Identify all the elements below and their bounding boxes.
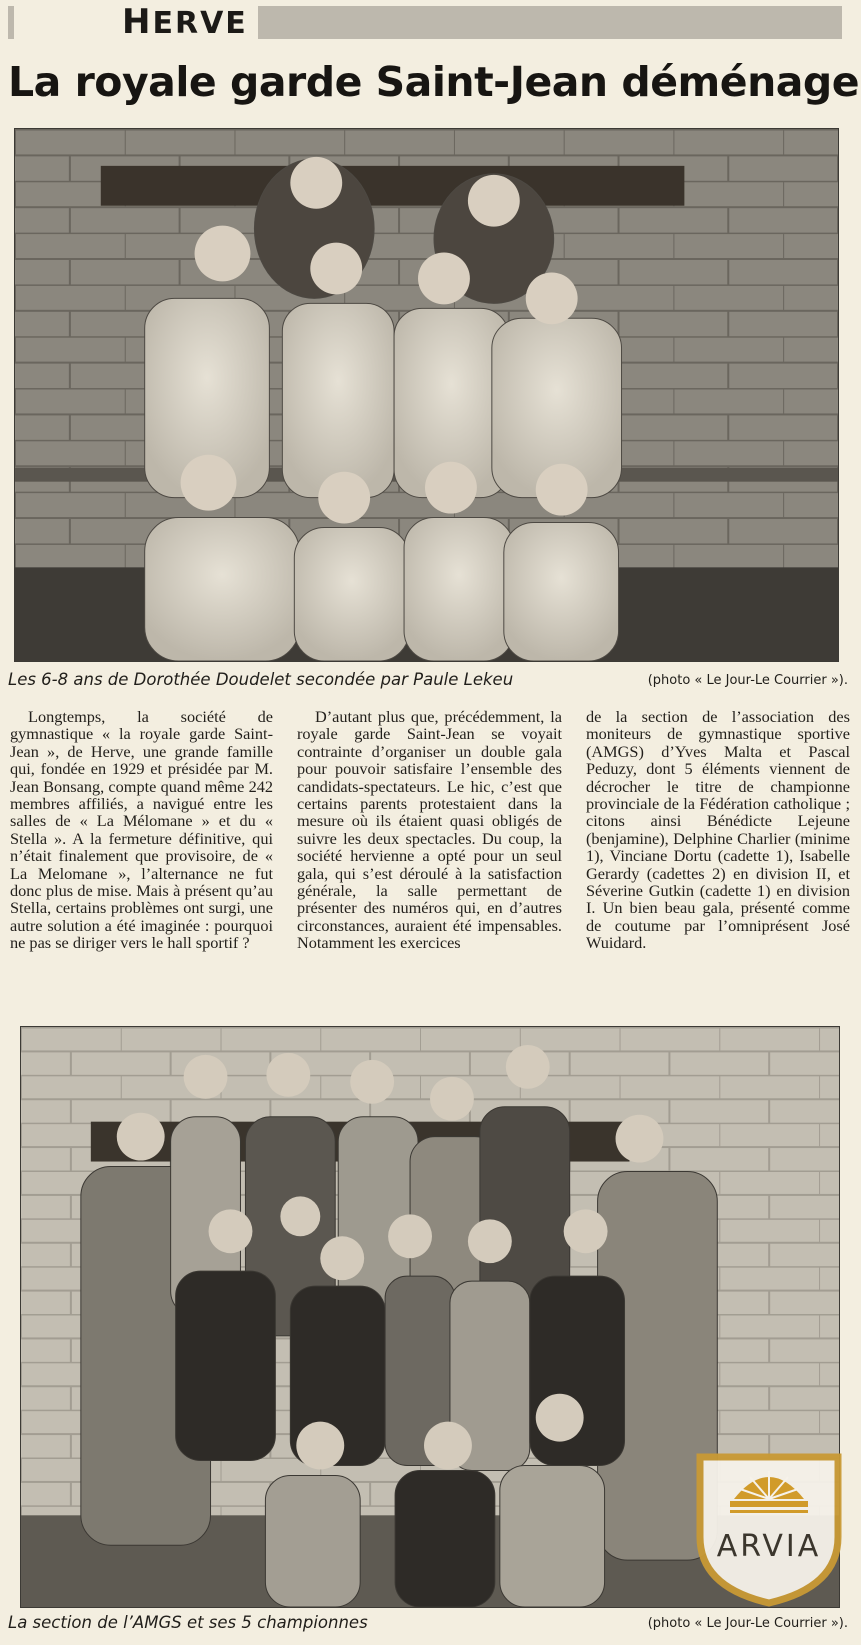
watermark-label: ARVIA	[716, 1529, 822, 1564]
photo-young-gymnasts-image	[15, 129, 838, 661]
headline: La royale garde Saint-Jean déménage	[8, 58, 860, 106]
article-column-3: de la section de l’association des moniteurs de gymnastique sportive (AMGS) d’Yves Malta et Pascal Peduzy, dont 5 éléments viennent de décrocher le titre de championne provinciale de la Fédération catholique ; citons ainsi Bénédicte Lejeune (benjamine), Delphine Charlier (minime 1), Vinciane Dortu (cadette 1), Isabelle Gerardy (cadettes 2) en division II, et Séverine Gutkin (cadette 1) en division I. Un bien beau gala, présenté comme de coutume par l’omniprésent José Wuidard.	[586, 707, 850, 953]
section-label	[14, 2, 258, 42]
photo-young-gymnasts	[14, 128, 839, 662]
section-initial: H	[122, 2, 153, 42]
section-bar	[8, 2, 842, 42]
photo-caption	[8, 667, 848, 693]
shield-icon	[690, 1437, 848, 1607]
photo-caption	[8, 1610, 848, 1636]
caption-text: Les 6-8 ans de Dorothée Doudelet secondée par Paule Lekeu	[8, 670, 514, 689]
photo-credit: (photo « Le Jour-Le Courrier »).	[647, 673, 848, 688]
arvia-watermark-logo	[690, 1437, 848, 1607]
article-column-1: Longtemps, la société de gymnastique « la royale garde Saint-Jean », de Herve, une grande famille qui, fondée en 1929 et présidée par M. Jean Bonsang, compte quand même 242 membres affiliés, a navigué entre les salles de « La Mélomane » et du « Stella ». A la fermeture définitive, qui n’était finalement que provisoire, de « La Melomane », l’alternance ne fut donc plus de mise. Mais à présent qu’au Stella, certains problèmes ont surgi, une autre solution a été imaginée : pourquoi ne pas se diriger vers le hall sportif ?	[10, 707, 273, 953]
caption-text: La section de l’AMGS et ses 5 championnes	[8, 1613, 368, 1632]
article-column-2: D’autant plus que, précédemment, la royale garde Saint-Jean se voyait contrainte d’organiser un double gala pour pouvoir satisfaire l’ensemble des candidats-spectateurs. Le hic, c’est que certains parents protestaient dans la mesure où ils étaient quasi obligés de suivre les deux spectacles. Du coup, la société hervienne a opté pour un seul gala, qui s’est déroulé à la satisfaction générale, la salle permettant de présenter des numéros qui, en d’autres circonstances, auraient été impensables. Notamment les exercices	[297, 707, 562, 953]
section-rest: ERVE	[152, 6, 248, 41]
photo-credit: (photo « Le Jour-Le Courrier »).	[647, 1616, 848, 1631]
